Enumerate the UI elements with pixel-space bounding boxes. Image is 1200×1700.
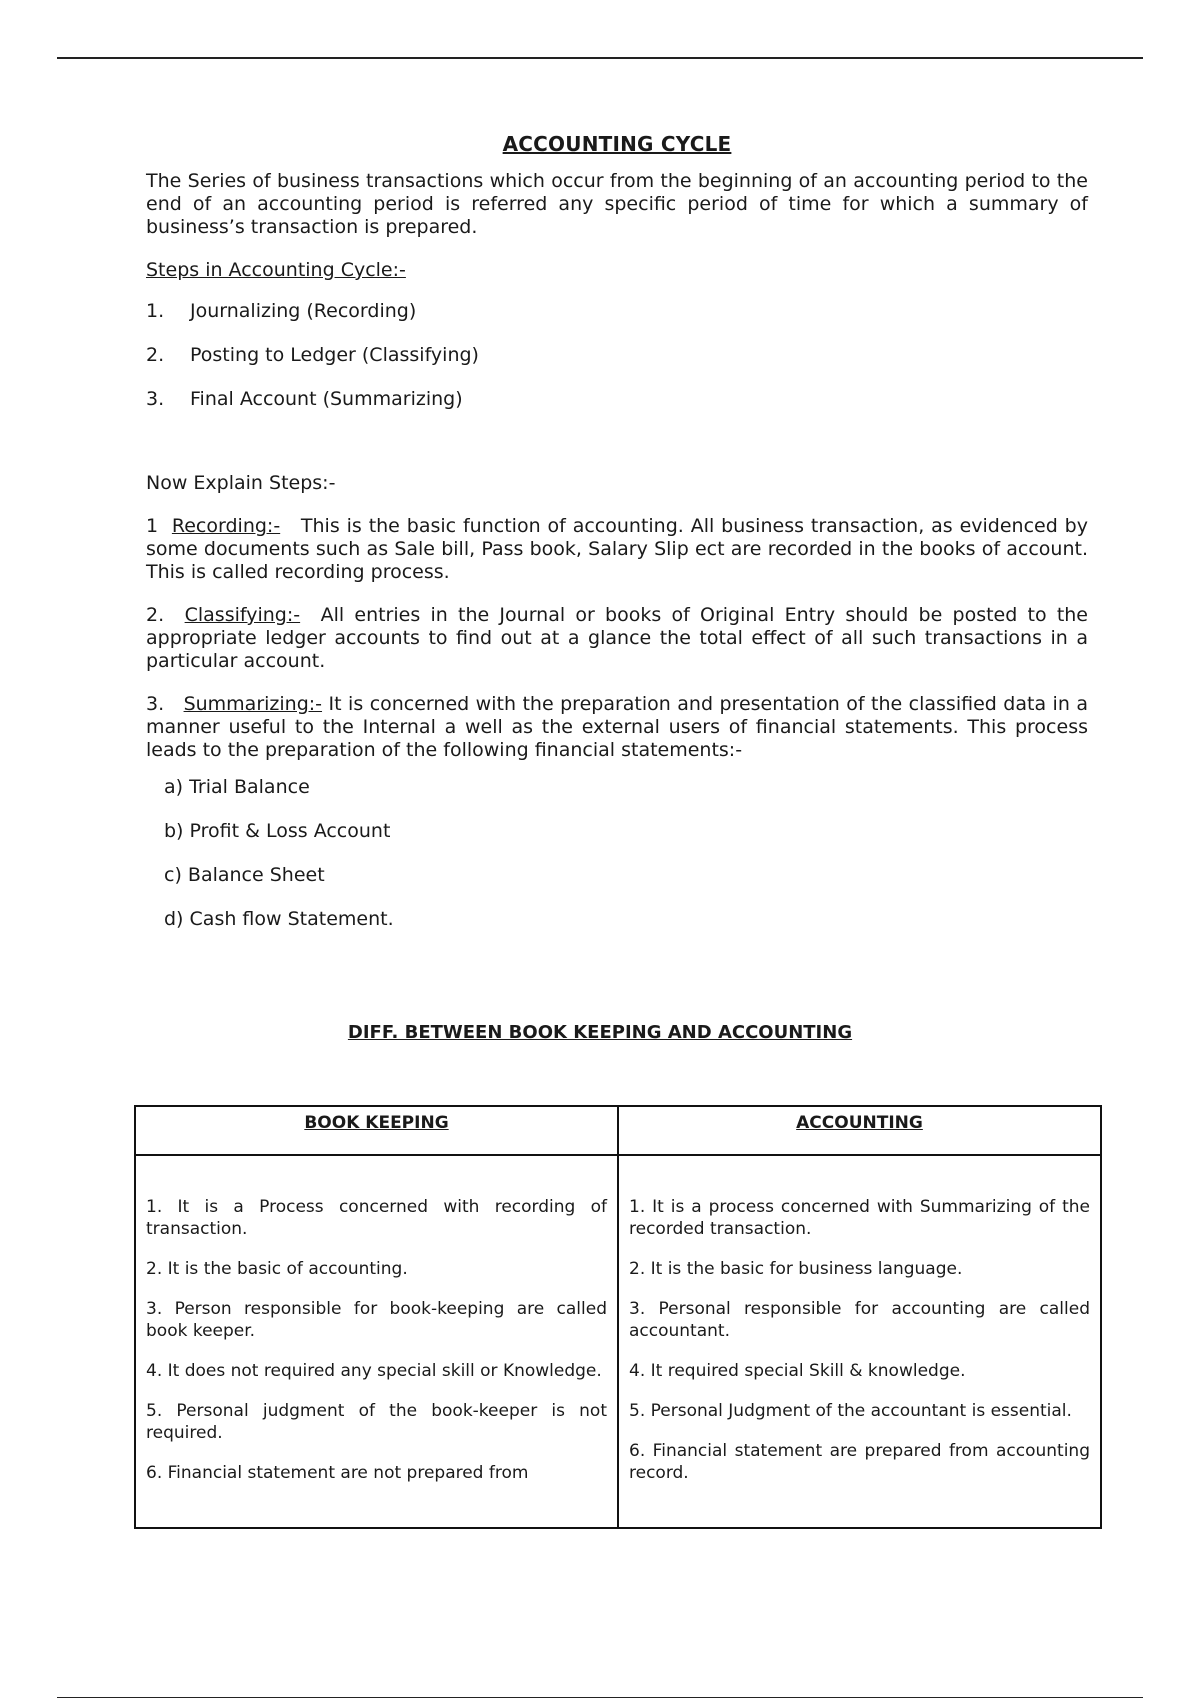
- top-rule: [57, 57, 1143, 59]
- list-item: 2. It is the basic of accounting.: [146, 1259, 408, 1279]
- explain-heading: Now Explain Steps:-: [146, 472, 336, 494]
- page-title: ACCOUNTING CYCLE: [502, 132, 732, 156]
- list-item: 6. Financial statement are not prepared from: [146, 1463, 529, 1483]
- explanation-label: Recording:-: [171, 515, 281, 537]
- document-body: [146, 128, 1088, 952]
- list-item: 4. It does not required any special skill or Knowledge.: [146, 1361, 602, 1381]
- list-item: 5. Personal judgment of the book-keeper is not required.: [146, 1401, 607, 1443]
- list-item: 1. It is a Process concerned with recording of transaction.: [146, 1197, 607, 1239]
- steps-heading: Steps in Accounting Cycle:-: [146, 259, 406, 281]
- list-item: 6. Financial statement are prepared from accounting record.: [629, 1441, 1090, 1483]
- list-item: b) Profit & Loss Account: [164, 820, 391, 842]
- explanation-label: Summarizing:-: [183, 693, 323, 715]
- explanation-classifying: 2. Classifying:- All entries in the Journal or books of Original Entry should be posted to the appropriate ledger accounts to find out at a glance the total effect of all such transactions in a particular account.: [146, 604, 1088, 672]
- comparison-title: DIFF. BETWEEN BOOK KEEPING AND ACCOUNTING: [347, 1022, 853, 1043]
- list-item: c) Balance Sheet: [164, 864, 325, 886]
- steps-list: [146, 300, 1088, 432]
- table-row: [135, 1155, 1101, 1528]
- list-item: 5. Personal Judgment of the accountant is essential.: [629, 1401, 1072, 1421]
- list-item: 3. Final Account (Summarizing): [146, 388, 463, 410]
- list-item: 3. Personal responsible for accounting are called accountant.: [629, 1299, 1090, 1341]
- list-item: 3. Person responsible for book-keeping are called book keeper.: [146, 1299, 607, 1341]
- table-header-row: [135, 1106, 1101, 1155]
- list-item: 1. It is a process concerned with Summarizing of the recorded transaction.: [629, 1197, 1090, 1239]
- column-header-book-keeping: BOOK KEEPING: [135, 1106, 618, 1155]
- explanation-summarizing: 3. Summarizing:- It is concerned with the preparation and presentation of the classified data in a manner useful to the Internal a well as the external users of financial statements. This process leads to the preparation of the following financial statements:-: [146, 693, 1088, 761]
- accounting-cell: [618, 1155, 1101, 1528]
- statements-list: [146, 776, 1088, 952]
- explanation-label: Classifying:-: [184, 604, 301, 626]
- comparison-table: [134, 1105, 1102, 1529]
- book-keeping-cell: [135, 1155, 618, 1528]
- bottom-rule: [57, 1697, 1143, 1698]
- list-item: d) Cash flow Statement.: [164, 908, 394, 930]
- column-header-accounting: ACCOUNTING: [618, 1106, 1101, 1155]
- explanation-recording: 1 Recording:- This is the basic function of accounting. All business transaction, as evidenced by some documents such as Sale bill, Pass book, Salary Slip ect are recorded in the books of account. This is called recording process.: [146, 515, 1088, 583]
- list-item: 1. Journalizing (Recording): [146, 300, 417, 322]
- list-item: 2. It is the basic for business language.: [629, 1259, 963, 1279]
- list-item: 2. Posting to Ledger (Classifying): [146, 344, 479, 366]
- intro-paragraph: The Series of business transactions which occur from the beginning of an accounting period to the end of an accounting period is referred any specific period of time for which a summary of business’s transaction is prepared.: [146, 170, 1088, 238]
- list-item: 4. It required special Skill & knowledge.: [629, 1361, 966, 1381]
- list-item: a) Trial Balance: [164, 776, 310, 798]
